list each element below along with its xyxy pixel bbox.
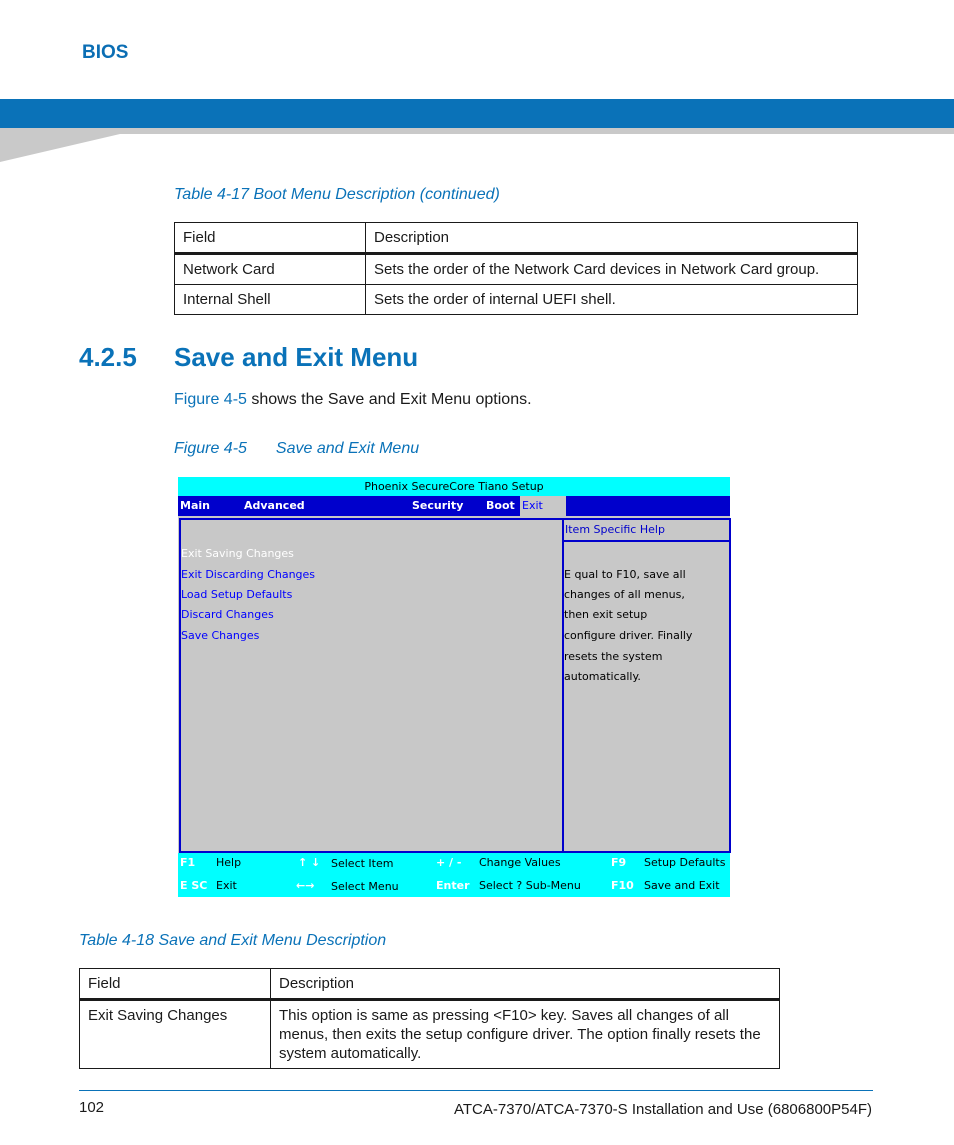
table-18 [79,968,780,1069]
help-text-line: configure driver. Finally [564,629,693,642]
key-f1-label: Help [216,856,242,869]
key-f9: F9 [611,856,627,869]
intro-text: shows the Save and Exit Menu options. [246,391,532,408]
document-title: ATCA-7370/ATCA-7370-S Installation and Use (6806800P54F) [453,1101,872,1118]
running-header-section: BIOS [82,42,129,63]
key-esc-label: Exit [216,879,237,892]
menu-item-save-changes[interactable]: Save Changes [181,629,260,642]
menu-tab-boot[interactable]: Boot [486,499,515,512]
section-title: Save and Exit Menu [174,342,419,372]
table-row [175,254,858,285]
menu-tab-advanced[interactable]: Advanced [244,499,305,512]
table-row [80,1000,780,1069]
menu-tab-security[interactable]: Security [412,499,464,512]
table-header-row [175,223,858,254]
help-text-line: E qual to F10, save all [564,568,686,581]
key-esc: E SC [180,879,208,892]
key-up-down-label: Select Item [331,857,394,870]
description-cell: Sets the order of the Network Card devices in Network Card group. [366,254,858,285]
field-cell: Internal Shell [175,285,366,315]
key-plus-minus: + / - [436,856,462,869]
column-header-field: Field [175,223,366,254]
bios-menu-bar [178,496,730,516]
table-header-row [80,969,780,1000]
menu-item-load-setup-defaults[interactable]: Load Setup Defaults [181,588,293,601]
table-18-caption: Table 4-18 Save and Exit Menu Description [79,932,387,949]
menu-item-exit-saving-changes[interactable]: Exit Saving Changes [181,547,294,560]
intro-paragraph [174,391,532,409]
key-enter-label: Select ? Sub-Menu [479,879,581,892]
key-f10-label: Save and Exit [644,879,720,892]
figure-title: Save and Exit Menu [275,440,420,457]
footer-rule [79,1090,873,1091]
figure-caption [174,440,419,458]
menu-tab-main[interactable]: Main [180,499,210,512]
section-number: 4.2.5 [79,342,137,372]
field-cell: Network Card [175,254,366,285]
menu-item-discard-changes[interactable]: Discard Changes [181,608,274,621]
figure-label: Figure 4-5 [174,440,247,457]
key-f10: F10 [611,879,634,892]
key-left-right: ←→ [296,879,315,892]
description-cell: Sets the order of internal UEFI shell. [366,285,858,315]
bios-key-legend [178,853,730,897]
menu-item-exit-discarding-changes[interactable]: Exit Discarding Changes [181,568,316,581]
figure-link[interactable]: Figure 4-5 [174,391,247,408]
header-blue-band [0,99,954,128]
help-text-line: then exit setup [564,608,648,621]
header-pattern [0,0,954,98]
table-17 [174,222,858,315]
field-cell: Exit Saving Changes [80,1000,271,1069]
table-row [175,285,858,315]
page-number: 102 [79,1099,105,1116]
key-enter: Enter [436,879,470,892]
table-17-caption: Table 4-17 Boot Menu Description (continued) [174,186,500,203]
key-plus-minus-label: Change Values [479,856,561,869]
column-header-field: Field [80,969,271,1000]
key-up-down: ↑ ↓ [298,856,321,869]
help-text-line: automatically. [564,670,641,683]
bios-title-bar: Phoenix SecureCore Tiano Setup [178,477,730,496]
column-header-description: Description [271,969,780,1000]
menu-bar-fill [564,496,730,516]
menu-tab-exit[interactable]: Exit [520,496,566,516]
key-f1: F1 [180,856,196,869]
key-f9-label: Setup Defaults [644,856,726,869]
help-panel-header: Item Specific Help [564,520,730,542]
bios-screenshot [178,477,730,897]
help-text-line: changes of all menus, [564,588,685,601]
column-header-description: Description [366,223,858,254]
help-text-line: resets the system [564,650,663,663]
header-gray-wedge [0,128,954,164]
key-left-right-label: Select Menu [331,880,399,893]
description-cell: This option is same as pressing <F10> key. Saves all changes of all menus, then exits the setup configure driver. The option finally resets the system automatically. [271,1000,780,1069]
